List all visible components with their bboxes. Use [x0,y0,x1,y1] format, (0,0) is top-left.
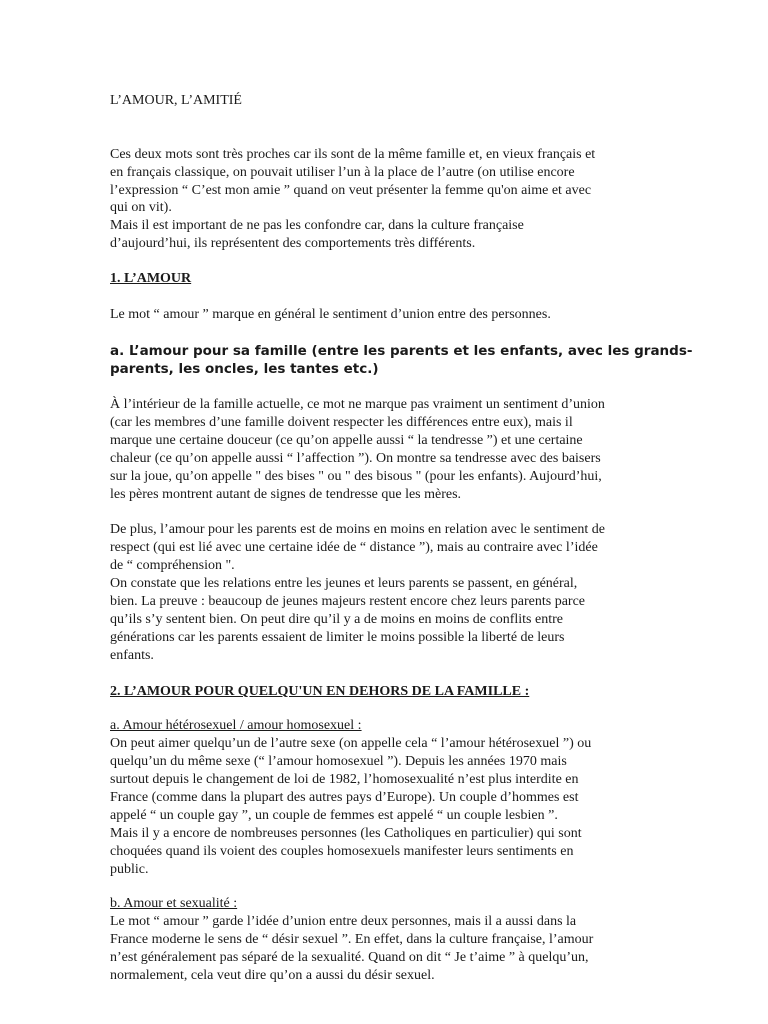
intro-line: Ces deux mots sont très proches car ils sont de la même famille et, en vieux français et [110,147,596,162]
intro-line: d’aujourd’hui, ils représentent des comportements très différents. [110,236,476,251]
paragraph-line: On constate que les relations entre les jeunes et leurs parents se passent, en général, [110,576,578,591]
paragraph-line: (car les membres d’une famille doivent respecter les différences entre eux), mais il [110,415,573,430]
paragraph-line: On peut aimer quelqu’un de l’autre sexe (on appelle cela “ l’amour hétérosexuel ”) ou [110,736,592,751]
section-1-heading: 1. L’AMOUR [110,271,192,286]
intro-line: Mais il est important de ne pas les confondre car, dans la culture française [110,218,524,233]
paragraph-line: France (comme dans la plupart des autres pays d’Europe). Un couple d’hommes est [110,790,579,805]
paragraph-line: générations car les parents essaient de limiter le moins possible la liberté de leurs [110,630,565,645]
paragraph-line: bien. La preuve : beaucoup de jeunes majeurs restent encore chez leurs parents parce [110,594,585,609]
paragraph-line: À l’intérieur de la famille actuelle, ce mot ne marque pas vraiment un sentiment d’union [110,397,605,412]
paragraph-line: respect (qui est lié avec une certaine idée de “ distance ”), mais au contraire avec l’idée [110,540,598,555]
paragraph-line: n’est généralement pas séparé de la sexualité. Quand on dit “ Je t’aime ” à quelqu’un, [110,950,589,965]
section-2-heading: 2. L’AMOUR POUR QUELQU'UN EN DEHORS DE LA FAMILLE : [110,684,530,699]
page-title: L’AMOUR, L’AMITIÉ [110,93,242,108]
intro-line: qui on vit). [110,200,172,215]
paragraph-line: choquées quand ils voient des couples homosexuels manifester leurs sentiments en [110,844,574,859]
section-1-paragraph: Le mot “ amour ” marque en général le sentiment d’union entre des personnes. [110,307,551,322]
paragraph-line: France moderne le sens de “ désir sexuel ”. En effet, dans la culture française, l’amour [110,932,594,947]
paragraph-line: qu’ils s’y sentent bien. On peut dire qu’il y a de moins en moins de conflits entre [110,612,563,627]
paragraph-line: enfants. [110,648,154,663]
paragraph-line: surtout depuis le changement de loi de 1982, l’homosexualité n’est plus interdite en [110,772,579,787]
paragraph-line: sur la joue, qu’on appelle " des bises " ou " des bisous " (pour les enfants). Aujourd’hui, [110,469,602,484]
subsection-2b-heading: b. Amour et sexualité : [110,896,238,911]
intro-line: en français classique, on pouvait utiliser l’un à la place de l’autre (on utilise encore [110,165,575,180]
paragraph-line: De plus, l’amour pour les parents est de moins en moins en relation avec le sentiment de [110,522,605,537]
subsection-a-heading: a. L’amour pour sa famille (entre les parents et les enfants, avec les grands- [110,343,693,359]
intro-line: l’expression “ C’est mon amie ” quand on veut présenter la femme qu'on aime et avec [110,183,592,198]
paragraph-line: chaleur (ce qu’on appelle aussi “ l’affection ”). On montre sa tendresse avec des baisers [110,451,601,466]
subsection-a-heading: parents, les oncles, les tantes etc.) [110,361,379,377]
paragraph-line: les pères montrent autant de signes de tendresse que les mères. [110,487,462,502]
paragraph-line: normalement, cela veut dire qu’on a aussi du désir sexuel. [110,968,435,983]
paragraph-line: appelé “ un couple gay ”, un couple de femmes est appelé “ un couple lesbien ”. [110,808,558,823]
paragraph-line: marque une certaine douceur (ce qu’on appelle aussi “ la tendresse ”) et une certaine [110,433,583,448]
paragraph-line: quelqu’un du même sexe (“ l’amour homosexuel ”). Depuis les années 1970 mais [110,754,567,769]
paragraph-line: Le mot “ amour ” garde l’idée d’union entre deux personnes, mais il a aussi dans la [110,914,577,929]
paragraph-line: public. [110,862,149,877]
subsection-2a-heading: a. Amour hétérosexuel / amour homosexuel : [110,718,362,733]
paragraph-line: Mais il y a encore de nombreuses personnes (les Catholiques en particulier) qui sont [110,826,582,841]
paragraph-line: de “ compréhension ". [110,558,235,573]
